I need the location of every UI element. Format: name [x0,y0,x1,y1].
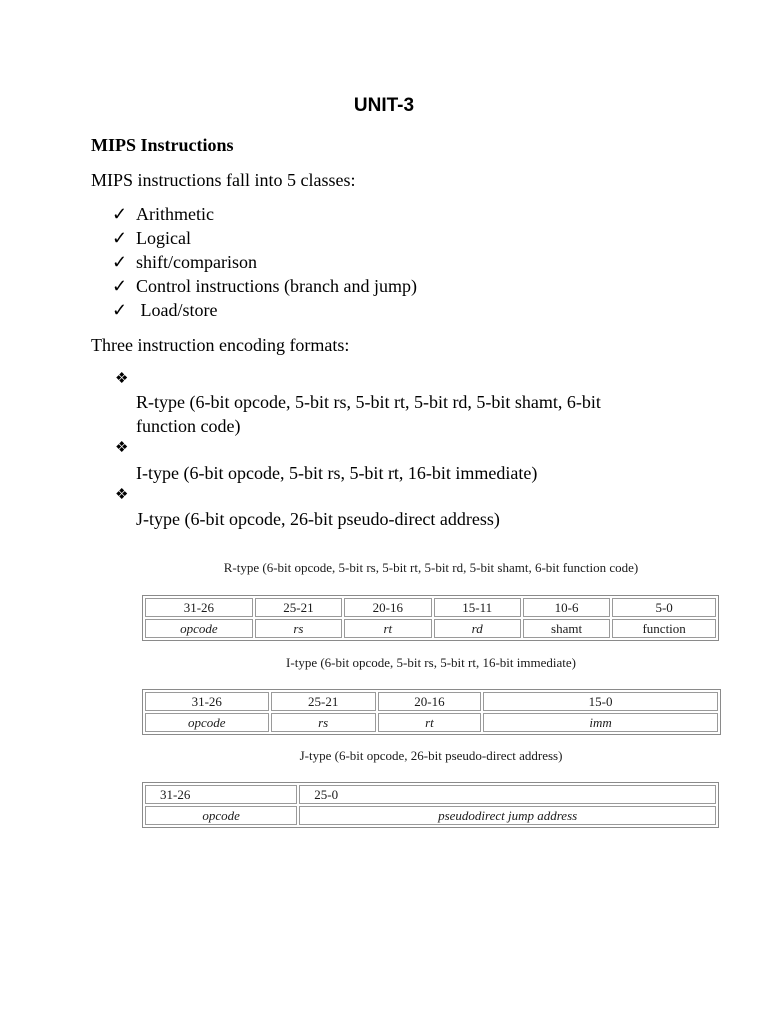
format-i-type: I-type (6-bit opcode, 5-bit rs, 5-bit rt, 16-bit immediate) [136,463,538,483]
field-cell: rt [344,619,431,638]
checkmark-icon: ✓ [112,252,128,272]
j-type-table [142,782,719,828]
bit-range-cell: 15-0 [483,692,718,711]
checkmark-icon: ✓ [112,228,128,248]
bit-range-cell: 10-6 [523,598,610,617]
field-cell: shamt [523,619,610,638]
table-row [145,713,718,732]
bit-range-cell: 25-21 [271,692,376,711]
i-type-caption: I-type (6-bit opcode, 5-bit rs, 5-bit rt, 16-bit immediate) [286,655,576,670]
format-j-type: J-type (6-bit opcode, 26-bit pseudo-direct address) [136,509,500,529]
list-item [112,300,217,321]
bit-range-cell: 5-0 [612,598,716,617]
list-item-label: shift/comparison [136,252,257,272]
list-item [112,228,191,249]
bit-range-cell: 31-26 [145,692,269,711]
list-item [112,204,214,225]
list-item-label: Arithmetic [136,204,214,224]
field-cell: imm [483,713,718,732]
bit-range-cell: 31-26 [145,785,297,804]
bit-range-cell: 25-0 [299,785,716,804]
j-type-caption: J-type (6-bit opcode, 26-bit pseudo-direct address) [299,748,563,763]
field-cell: opcode [145,713,269,732]
table-row [145,806,716,825]
checkmark-icon: ✓ [112,300,128,320]
list-item [112,276,417,297]
field-cell: opcode [145,806,297,825]
field-cell: rd [434,619,521,638]
diamond-bullet-icon: ❖ [115,487,129,503]
list-item-label: Control instructions (branch and jump) [136,276,417,296]
table-row [145,619,716,638]
diamond-bullet-icon: ❖ [115,371,129,387]
section-heading: MIPS Instructions [91,135,234,155]
field-cell: rs [271,713,376,732]
bit-range-cell: 31-26 [145,598,253,617]
field-cell: rs [255,619,342,638]
checkmark-icon: ✓ [112,204,128,224]
bit-range-cell: 20-16 [344,598,431,617]
r-type-caption: R-type (6-bit opcode, 5-bit rs, 5-bit rt, 5-bit rd, 5-bit shamt, 6-bit function code) [223,560,639,575]
list-item-label: Load/store [136,300,218,320]
field-cell: opcode [145,619,253,638]
list-item-label: Logical [136,228,191,248]
checkmark-icon: ✓ [112,276,128,296]
page-title: UNIT-3 [353,95,415,116]
field-cell: function [612,619,716,638]
table-row [145,692,718,711]
format-r-type-line2: function code) [136,416,241,436]
bit-range-cell: 25-21 [255,598,342,617]
table-row [145,785,716,804]
formats-intro: Three instruction encoding formats: [91,335,350,355]
format-r-type-line1: R-type (6-bit opcode, 5-bit rs, 5-bit rt, 5-bit rd, 5-bit shamt, 6-bit [136,392,601,412]
bit-range-cell: 15-11 [434,598,521,617]
diamond-bullet-icon: ❖ [115,440,129,456]
table-row [145,598,716,617]
bit-range-cell: 20-16 [378,692,481,711]
field-cell: pseudodirect jump address [299,806,716,825]
intro-paragraph: MIPS instructions fall into 5 classes: [91,170,356,190]
list-item [112,252,257,273]
field-cell: rt [378,713,481,732]
r-type-table [142,595,719,641]
i-type-table [142,689,721,735]
